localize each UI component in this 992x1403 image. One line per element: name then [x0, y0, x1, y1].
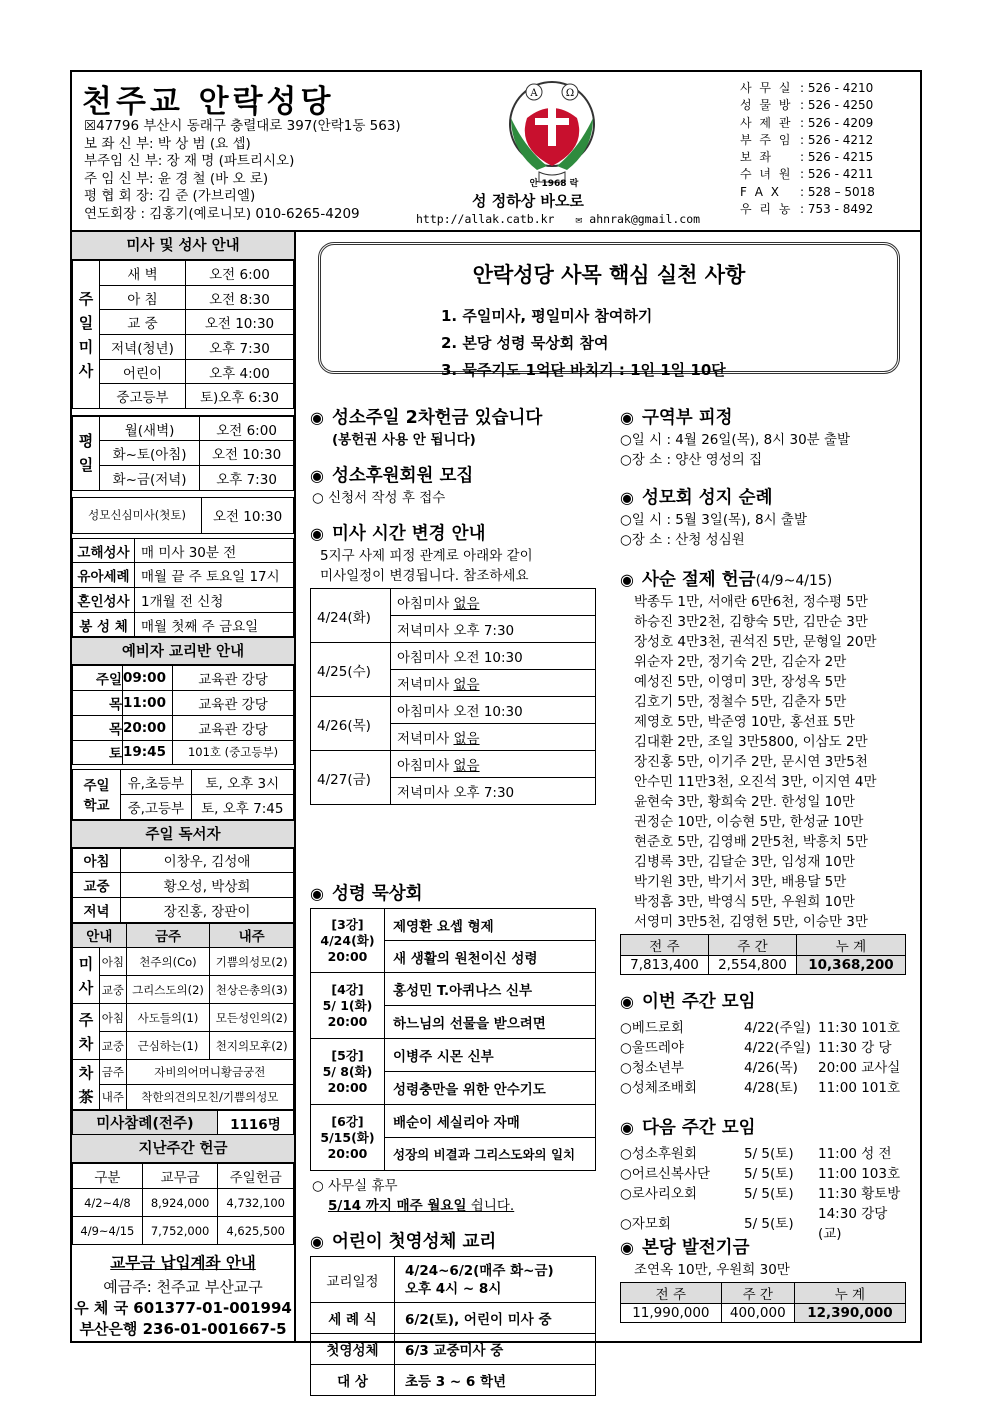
core-practice-title: 안락성당 사목 핵심 실천 사항: [472, 263, 746, 287]
bullet-icon: ◉: [620, 1118, 634, 1137]
catechumen-heading: 예비자 교리반 안내: [72, 637, 294, 665]
bullet-icon: ◉: [310, 408, 324, 427]
weekday-mass-table: 평 일 월(새벽) 오전 6:00 화~토(아침) 오전 10:30 화~금(저녁) 오후 7:30: [72, 415, 294, 491]
website-link[interactable]: [416, 212, 700, 226]
first-saturday-table: 성모신심미사(첫토) 오전 10:30: [72, 497, 294, 534]
retreat-table: [3강] 4/24(화) 20:00 제영환 요셉 형제 새 생활의 원천이신 성령 [4강] 5/ 1(화) 20:00 홍성민 T.아퀴나스 신부 하느님의 선물을 받으려면 [5강] 5/ 8(화) 20:00 이병주 시몬 신부 성령충만을 위한 안수기도 [6강] 5/15(화) 20:00 배순이 세실리아 자매 성장의 비결과 그리스도와의 일치: [310, 908, 596, 1171]
this-week-meetings: ○베드로회 4/22(주일) 11:30 101호 ○울뜨레야 4/22(주일) 11:30 강 당 ○청소년부 4/26(목) 20:00 교사실 ○성체조배회 4/28(토) 11:00 101호: [620, 1020, 901, 1096]
sacraments-table: 고해성사 매 미사 30분 전 유아세례 매월 끝 주 토요일 17시 혼인성사 1개월 전 신청 봉 성 체 매월 첫째 주 금요일: [72, 538, 294, 638]
sunday-school-table: 주일 학교 유,초등부 토, 오후 3시 중,고등부 토, 오후 7:45: [72, 769, 294, 819]
bullet-icon: ◉: [310, 466, 324, 485]
sunday-label: 주 일 미 사: [73, 261, 100, 409]
phone-row: 보 좌 : 526 - 4215: [740, 150, 874, 165]
donor-list: 박종두 1만, 서애란 6만6천, 정수평 5만 하승진 3만2천, 김향숙 5만, 김만순 3만 장성호 4만3천, 권석진 5만, 문형일 20만 위순자 2만, 정기숙 2만, 김순자 2만 예성진 5만, 이영미 3만, 장성옥 5만 김호기 5만, 정철수 5만, 김춘자 5만 제영호 5만, 박준영 10만, 홍선표 5만 김대환 2만, 조일 3만5800, 이삼도 2만 장진홍 5만, 이기주 2만, 문시연 3만5천 안수민 11만3천, 오진석 3만, 이지연 4만 윤현숙 3만, 황희숙 2만. 한성일 10만 권정순 10만, 이승현 5만, 한성균 10만 현준호 5만, 김영배 2만5천, 박흥치 5만 김병록 3만, 김달순 3만, 임성재 10만 박기원 3만, 박기서 3만, 배용달 5만 박정흠 3만, 박영식 5만, 우원희 10만 서영미 3만5천, 김영헌 5만, 이승만 3만: [634, 594, 877, 930]
weekday-label: 평 일: [73, 416, 100, 490]
lent-totals-table: 전 주 주 간 누 계 7,813,400 2,554,800 10,368,200: [620, 934, 906, 975]
mass-change-heading: ◉ 미사 시간 변경 안내: [310, 524, 486, 544]
bullet-icon: ◉: [620, 408, 634, 427]
development-totals-table: 전 주 주 간 누 계 11,990,000 400,000 12,390,000: [620, 1282, 906, 1323]
mass-change-table: 4/24(화) 아침미사 없음 저녁미사 오후 7:30 4/25(수) 아침미사 오전 10:30 저녁미사 없음 4/26(목) 아침미사 오전 10:30 저녁미사 없음 4/27(금) 아침미사 없음 저녁미사 오후 7:30: [310, 588, 596, 805]
core-practice-box: [318, 242, 900, 379]
vocation-support-heading: ◉ 성소후원회원 모집: [310, 466, 474, 486]
address-line: 연도회장 : 김홍기(예로니모) 010-6265-4209: [84, 205, 360, 222]
address-line: 보 좌 신 부: 박 상 범 (요 셉): [84, 135, 251, 152]
phone-row: 사 무 실 : 526 - 4210: [740, 81, 874, 95]
address-line: 부주임 신 부: 장 재 명 (파트리시오): [84, 153, 295, 169]
phone-row: 성 물 방 : 526 - 4250: [740, 98, 874, 113]
communion-heading: ◉ 어린이 첫영성체 교리: [310, 1232, 497, 1252]
bullet-icon: ◉: [620, 1238, 634, 1257]
main-content: [298, 232, 920, 1390]
phone-row: F A X : 528 – 5018: [740, 184, 875, 199]
header: [72, 72, 920, 232]
next-week-meetings-heading: ◉ 다음 주간 모임: [620, 1118, 756, 1138]
mail-icon: ✉: [575, 212, 583, 226]
guide-table: 안내 금주 내주 미 사 아침 천주의(Co) 기쁨의성모(2) 교중 그리스도의(2) 천상은총의(3) 주 차 아침 사도들의(1) 모든성인의(2) 교중 근심하는(1) 천지의모후(2) 차 茶 금주 자비의어머니황금궁전 내주 착한의견의모친/기쁨의성모: [72, 923, 294, 1110]
phone-row: 우 리 농 : 753 - 8492: [740, 202, 874, 217]
email-link[interactable]: ahnrak@gmail.com: [589, 212, 701, 226]
readers-table: 아침 이창우, 김성애 교중 황오성, 박상희 저녁 장진홍, 장판이: [72, 848, 294, 923]
address-block: [84, 118, 401, 223]
vocation-note: (봉헌권 사용 안 됩니다): [332, 432, 476, 448]
retreat-heading: ◉ 성령 묵상회: [310, 884, 423, 904]
bullet-icon: ◉: [310, 1232, 324, 1251]
patron-saint: 성 정하상 바오로: [472, 192, 584, 210]
sunday-school-label: 주일 학교: [73, 770, 121, 819]
communion-table: 교리일정 4/24~6/2(매주 화~금) 오후 4시 ~ 8시 세 례 식 6/2(토), 어린이 미사 중 첫영성체 6/3 교중미사 중 대 상 초등 3 ~ 6 학년: [310, 1256, 596, 1396]
offering-heading: 지난주간 헌금: [72, 1135, 294, 1163]
core-practice-list: 1. 주일미사, 평일미사 참여하기 2. 본당 성령 묵상회 참여 3. 묵주기도 1억단 바치기 : 1인 1일 10단: [441, 307, 726, 379]
account-heading: 교무금 납입계좌 안내: [110, 1254, 256, 1273]
bullet-icon: ◉: [310, 884, 324, 903]
svg-text:A: A: [530, 88, 538, 99]
left-column: [72, 232, 296, 1343]
phone-row: 사 제 관 : 526 - 4209: [740, 115, 874, 130]
phone-row: 부 주 임 : 526 - 4212: [740, 132, 874, 147]
readers-heading: 주일 독서자: [72, 820, 294, 848]
mass-schedule-heading: 미사 및 성사 안내: [72, 232, 294, 260]
pilgrimage-heading: ◉ 성모회 성지 순례: [620, 488, 773, 508]
phone-row: 수 녀 원 : 526 - 4211: [740, 167, 874, 182]
mass-change-note: 5지구 사제 피정 관계로 아래와 같이 미사일정이 변경됩니다. 참조하세요: [320, 548, 533, 584]
vocation-heading: ◉ 성소주일 2차헌금 있습니다: [310, 408, 543, 428]
sunday-mass-table: 주 일 미 사 새 벽 오전 6:00 아 침 오전 8:30 교 중 오전 10:30 저녁(청년) 오후 7:30 어린이 오후 4:00 중고등부 토)오후 6:30: [72, 260, 294, 409]
bulletin-page: [70, 70, 922, 1390]
bullet-icon: ◉: [620, 992, 634, 1011]
bullet-icon: ◉: [310, 524, 324, 543]
parish-logo-icon: [497, 78, 607, 188]
office-rest-note: ○ 사무실 휴무 5/14 까지 매주 월요일 쉽니다.: [312, 1178, 515, 1214]
bullet-icon: ◉: [620, 488, 634, 507]
account-info: 예금주: 천주교 부산교구 우 체 국 601377-01-001994 부산은행 236-01-001667-5: [74, 1278, 292, 1339]
catechumen-table: 주일 09:00 교육관 강당 목 11:00 교육관 강당 목 20:00 교육관 강당 토 19:45 101호 (중고등부): [72, 665, 294, 765]
website-url[interactable]: http://allak.catb.kr: [416, 212, 555, 226]
phone-list: [740, 80, 875, 218]
next-week-meetings: ○성소후원회 5/ 5(토) 11:00 성 전 ○어르신복사단 5/ 5(토) 11:00 103호 ○로사리오회 5/ 5(토) 11:30 황토방 ○자모회 5/ 5(토) 14:30 강당(교): [620, 1146, 901, 1242]
development-fund-heading: ◉ 본당 발전기금: [620, 1238, 750, 1258]
address-line: ☒47796 부산시 동래구 충렬대로 397(안락1동 563): [84, 118, 401, 134]
district-retreat-info: ○일 시 : 4월 26일(목), 8시 30분 출발 ○장 소 : 양산 영성의 집: [620, 432, 851, 468]
attendance-table: 미사참례(전주) 1116명: [72, 1110, 294, 1136]
vocation-support-note: ○ 신청서 작성 후 접수: [312, 490, 446, 506]
address-line: 주 임 신 부: 윤 경 철 (바 오 로): [84, 170, 269, 187]
parish-title: 천주교 안락성당: [82, 84, 335, 120]
this-week-meetings-heading: ◉ 이번 주간 모임: [620, 992, 756, 1012]
logo-caption: 안 1968 락: [529, 179, 579, 189]
district-retreat-heading: ◉ 구역부 피정: [620, 408, 733, 428]
lent-offering-heading: ◉ 사순 절제 헌금(4/9~4/15): [620, 570, 833, 590]
development-fund-donors: 조연옥 10만, 우원희 30만: [634, 1262, 790, 1278]
pilgrimage-info: ○일 시 : 5월 3일(목), 8시 출발 ○장 소 : 산청 성심원: [620, 512, 807, 548]
address-line: 평 협 회 장: 김 준 (가브리엘): [84, 188, 256, 204]
offering-table: 구분 교무금 주일헌금 4/2~4/8 8,924,000 4,732,100 4/9~4/15 7,752,000 4,625,500: [72, 1163, 294, 1245]
svg-text:Ω: Ω: [565, 88, 575, 99]
bullet-icon: ◉: [620, 570, 634, 589]
